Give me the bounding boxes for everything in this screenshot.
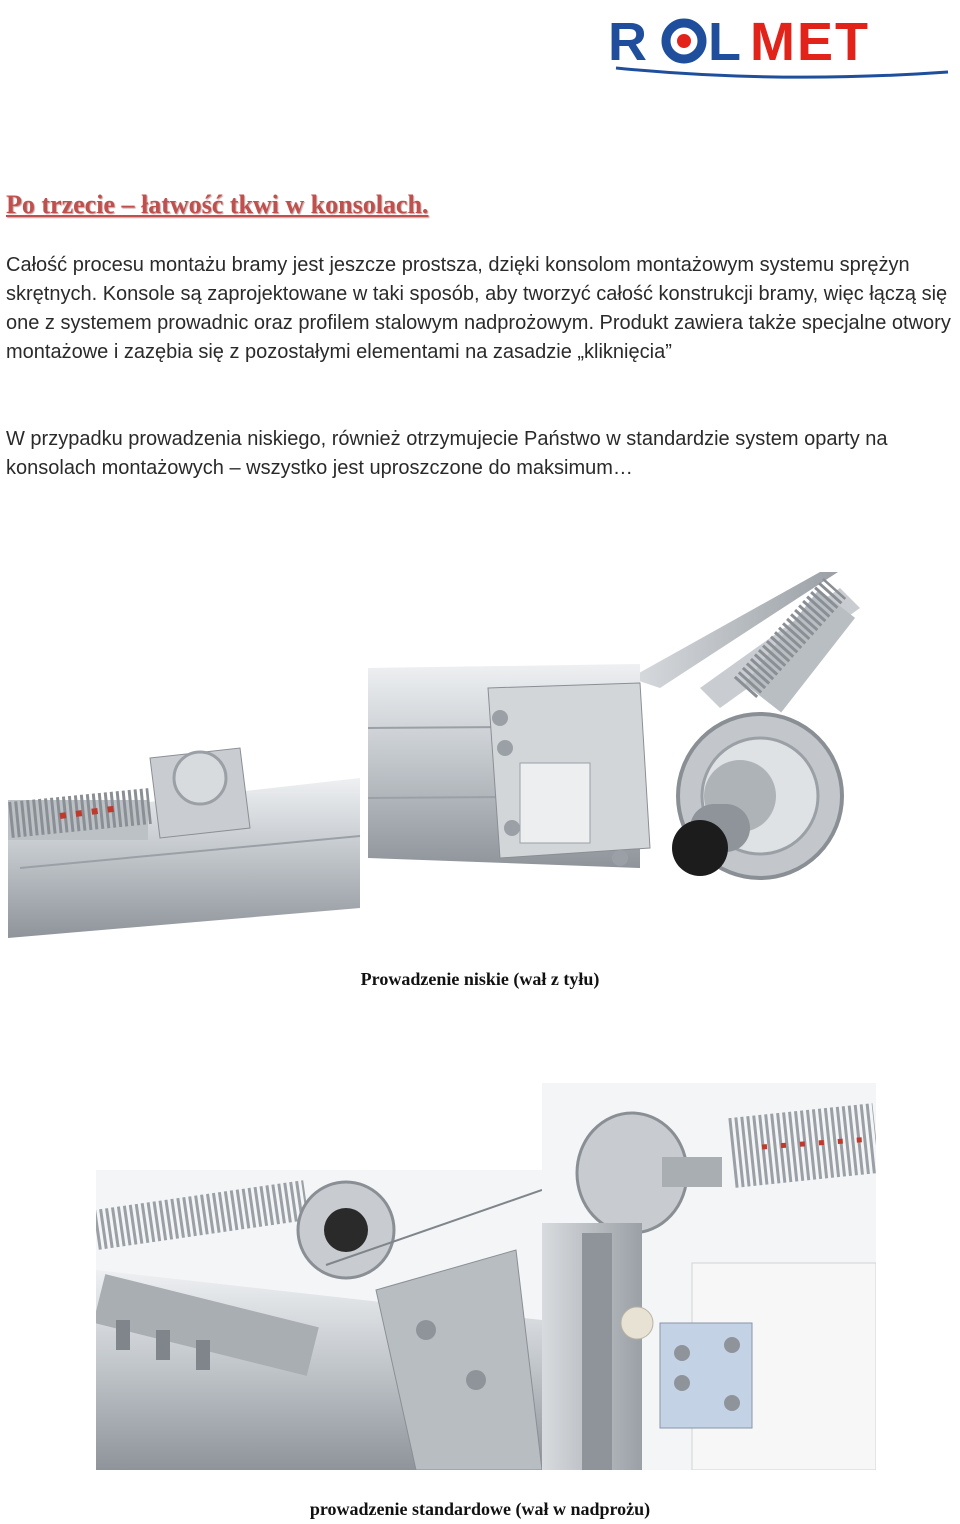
svg-text:MET: MET: [750, 12, 870, 72]
svg-text:R: R: [608, 12, 649, 72]
standard-guide-right-photo: [542, 1083, 876, 1470]
caption-low-guide: Prowadzenie niskie (wał z tyłu): [360, 969, 600, 989]
caption-standard-guide: prowadzenie standardowe (wał w nadprożu): [309, 1499, 651, 1519]
paragraph-low-guide: W przypadku prowadzenia niskiego, również otrzymujecie Państwo w standardzie system oparty na konsolach montażowych – wszystko jest uproszczone do maksimum…: [6, 428, 888, 479]
paragraph-consoles: Całość procesu montażu bramy jest jeszcze prostsza, dzięki konsolom montażowym systemu sprężyn skrętnych. Konsole są zaprojektowane w taki sposób, aby tworzyć całość konstrukcji bramy, więc łączą się one z systemem prowadnic oraz profilem stalowym nadprożowym. Produkt zawiera także specjalne otwory montażowe i zazębia się z pozostałymi elementami na zasadzie „kliknięcia”: [6, 254, 951, 363]
section-heading: Po trzecie – łatwość tkwi w konsolach.: [6, 190, 429, 219]
rolmet-logo: [608, 10, 954, 80]
standard-guide-left-photo: [96, 1170, 542, 1470]
low-guide-console-photo: [0, 568, 960, 938]
svg-text:L: L: [708, 12, 743, 72]
